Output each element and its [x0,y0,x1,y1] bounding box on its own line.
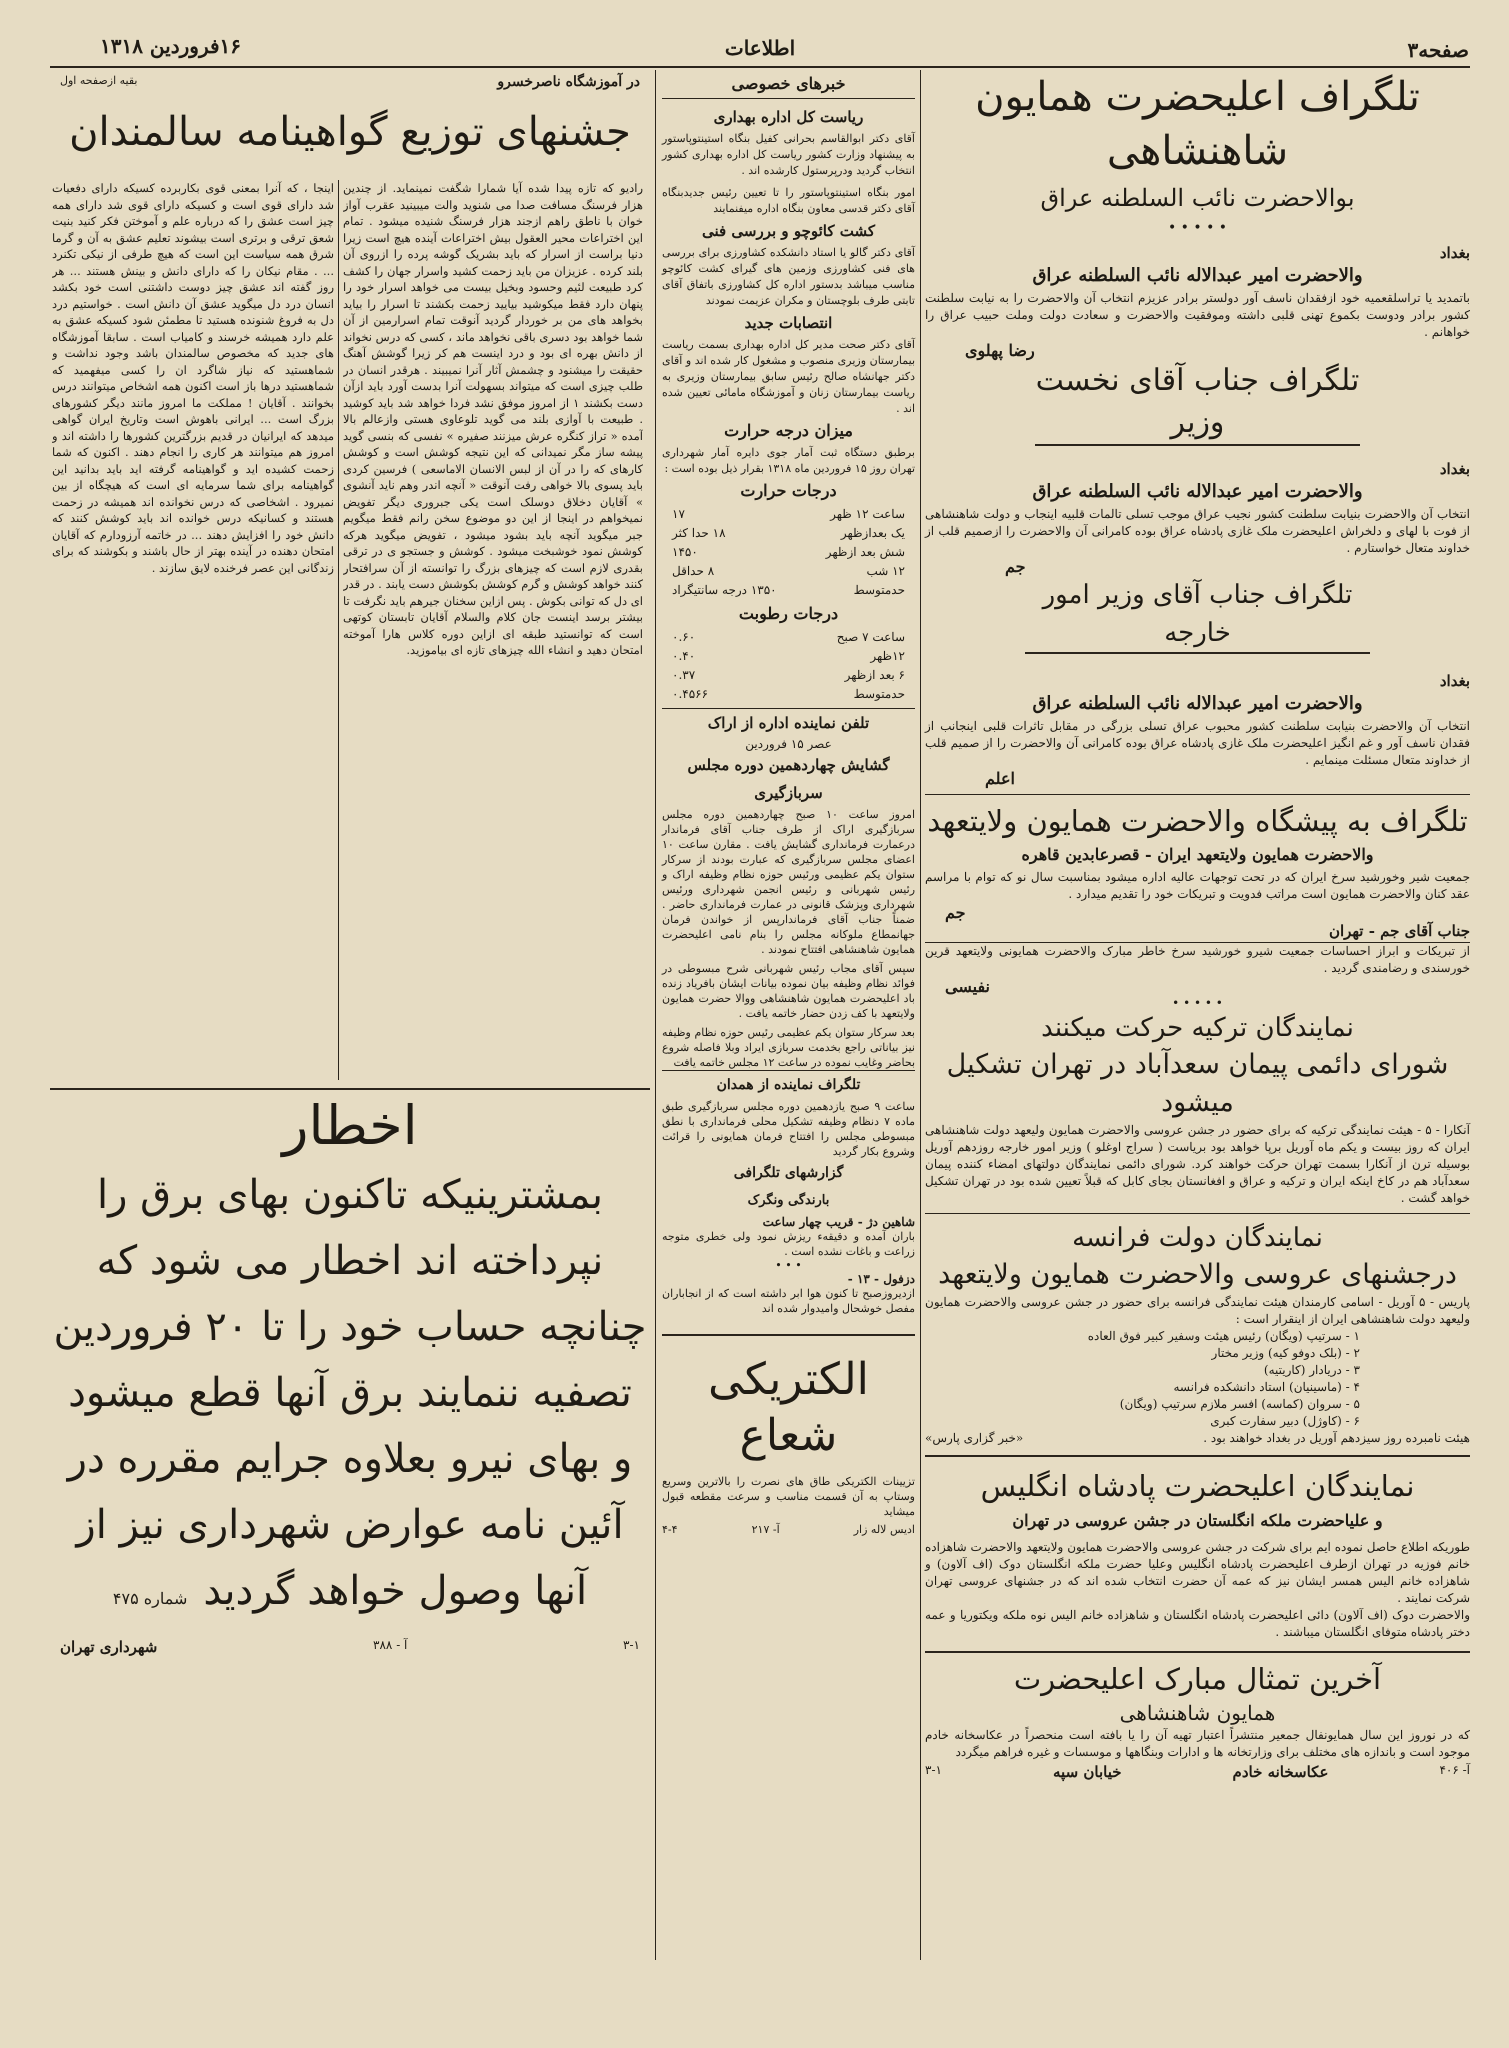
news7-subtitle: بارندگی ونگرک [747,1193,830,1208]
table-row: ۱۲ظهر ۰.۴۰ [672,649,905,663]
issue-date: ۱۶فروردین ۱۳۱۸ [100,34,242,58]
notice-line: آنها وصول خواهد گردید [203,1568,588,1614]
ad-electric-body: تزیینات الکتریکی طاق های نصرت را بالاترین وسریع وستاپ به آن قسمت مناسب و سرعت مقطعه قبول میشاید [662,1475,915,1518]
article1-title: والاحضرت امیر عبدالاله نائب السلطنه عراق [1032,265,1363,286]
notice-code-b: ۳-۱ [623,1638,640,1652]
news5-subtitle: گشایش چهاردهمین دوره مجلس سربازگیری [687,756,890,802]
list-item: ۱ - سرتیپ (ویگان) رئیس هیئت وسفیر کبیر فوق العاده [1087,1329,1360,1343]
news7-title: گزارشهای تلگرافی [733,1165,844,1181]
table-row: ۶ بعد ازظهر ۰.۳۷ [672,668,905,682]
news2-body: آقای دکتر گالو یا استاد دانشکده کشاورزی برای بررسی های فنی کشاورزی وزمین های گیرای کشت کائوچو مناسب میباشد بدستور اداره کل کشاورزی باتفاق آقای تابتی طرف بلوچستان و مکران عزیمت نمودند [662,246,915,307]
list-item: ۲ - (بلک دوفو کیه) وزیر مختار [1211,1346,1360,1360]
notice-signature: شهرداری تهران [60,1638,158,1656]
news4-intro: برطبق دستگاه ثبت آمار جوی دایره آمار شهرداری تهران روز ۱۵ فروردین ماه ۱۳۱۸ بقرار ذیل بوده است : [662,446,915,475]
headline-france-delegates: نمایندگان دولت فرانسه [1072,1223,1323,1253]
notice-line: آئین نامه عوارض شهرداری نیز از [76,1502,624,1548]
headline-uk-sub: و علیاحضرت ملکه انگلستان در جشن عروسی در تهران [1012,1511,1383,1530]
notice-line: بمشترینیکه تاکنون بهای برق را [97,1172,603,1218]
article3-signature: اعلم [985,769,1015,788]
notice-code-a: آ - ۳۸۸ [373,1638,408,1652]
article2-title: والاحضرت امیر عبدالاله نائب السلطنه عراق [1032,481,1363,502]
page-number: صفحه۳ [1407,38,1469,62]
humidity-table [662,628,915,704]
article3-body: انتخاب آن والاحضرت بنیابت سلطنت کشور محبوب عراق تسلی بزرگی در مقابل تاثرات قلبی اینجانب از فقدان ناسف آور و غم انگیز اعلیحضرت ملک غازی پادشاه عراق بوده کامرانی آن والاحضرت را از صمیم قلب از خداوند متعال مسئلت مینمایم . [925,719,1470,767]
notice-line: نپرداخته اند اخطار می شود که [96,1238,604,1284]
news7-place: شاهین دژ - قریب چهار ساعت [762,1215,915,1229]
headline-turkey-delegates: نمایندگان ترکیه حرکت میکنند [1041,1013,1354,1043]
news2-title: کشت کائوچو و بررسی فنی [701,222,875,240]
masthead-rule [50,66,1470,68]
headline-uk-delegates: نمایندگان اعلیحضرت پادشاه انگلیس [980,1469,1415,1503]
paper-name: اطلاعات [724,36,796,60]
headline-saadabad-council: شورای دائمی پیمان سعدآباد در تهران تشکیل میشود [946,1049,1449,1118]
article3-title: والاحضرت امیر عبدالاله نائب السلطنه عراق [1032,693,1363,714]
news4-title: میزان درجه حرارت [724,421,853,440]
list-item: ۵ - سروان (کماسه) افسر ملازم سرتیپ (ویگان) [1119,1397,1360,1411]
news5-body: امروز ساعت ۱۰ صبح چهاردهمین دوره مجلس سربازگیری اراک از طرف جناب آقای فرماندار درعمارت فرمانداری گشایش یافت . مقارن ساعت ۱۰ اعضای مجلس سربازگیری که عبارت بودند از سرکار ستوان یکم عظیمی ورئیس حوزه نظام وظیفه اراک و رئیس شهربانی و رئیس انجمن شهرداری ورئیس شهرداری وپزشک قانونی در عمارت فرمانداری حاضر . ضمناً جناب آقای فرماندارپس از خواندن فرمان جهانمطاع ملوکانه مجلس را بنام نامی اعلیحضرت همایون شاهنشاهی افتتاح نمودند . [662,808,915,956]
news8-body: ازدیروزصبح تا کنون هوا ابر داشته است که از انجاباران مفصل خوشحال وامیدوار شده اند [662,1287,915,1315]
temperature-title: درجات حرارت [740,481,837,500]
section-private-news: خبرهای خصوصی [662,70,915,99]
article4-reply-signature: نفیسی [945,977,990,996]
article4-reply-title: جناب آقای جم - تهران [925,922,1470,943]
article6-source: «خبر گزاری پارس» [925,1431,1024,1445]
ad-electric-title: الکتریکی شعاع [708,1354,869,1461]
ad-portrait-subtitle: همایون شاهنشاهی [1119,1701,1276,1725]
table-row: شش بعد ازظهر ۱۴۵۰ [672,545,905,559]
notice-line: و بهای نیرو بعلاوه جرایم مقرره در [67,1436,633,1482]
news1-body2: امور بنگاه استینتوپاستور را تا تعیین رئیس جدیدبنگاه آقای دکتر قدسی معاون بنگاه اداره میفنمایند [662,186,915,215]
article4-signature: جم [945,903,966,922]
ad-electric-code2: ۴-۴ [662,1523,678,1536]
ad-portrait-title: آخرین تمثال مبارک اعلیحضرت [1013,1662,1382,1696]
left-top-note-a: در آموزشگاه ناصرخسرو [497,74,640,90]
ad-electric-address: ادیس لاله زار [853,1523,915,1536]
news3-title: انتصابات جدید [744,314,833,332]
article7-body2: والاحضرت دوک (اف آلاون) دائی اعلیحضرت پادشاه انگلستان و شاهزاده خانم الیس نوه ملکه ویکتوریا و عمه دختر پادشاه متوفای انگلستان میباشند . [925,1608,1470,1639]
notice-box [50,1090,650,1960]
table-row: ساعت ۱۲ ظهر ۱۷ [672,507,905,521]
news6-body: ساعت ۹ صبح یازدهمین دوره مجلس سربازگیری طبق ماده ۷ دنظام وظیفه تشکیل محلی فرمانداری با نطق مبسوطی مجلس را افتتاح فرمان همایونی را قرائت وشروع بکار گردید [662,1100,915,1158]
news5-title: تلفن نماینده اداره از اراک [662,708,915,737]
headline-elderly-certificates: جشنهای توزیع گواهینامه سالمندان [69,109,631,155]
article6-body: پاریس - ۵ آوریل - اسامی کارمندان هیئت نمایندگی فرانسه برای حضور در جشن عروسی والاحضرت همایون ولیعهد دولت شاهنشاهی ایران از اینقرار است : [925,1295,1470,1326]
headline-wedding-festivities: درجشنهای عروسی والاحضرت همایون ولایتعهد [938,1259,1457,1290]
article4-address: والاحضرت همایون ولایتعهد ایران - قصرعابدین قاهره [1021,845,1374,864]
news8-place: دزفول - ۱۳ - [847,1272,915,1286]
news3-body: آقای دکتر صحت مدیر کل اداره بهداری بسمت ریاست بیمارستان وزیری منصوب و مشغول کار شده اند و آقای دکتر جهانشاه صالح رئیس سابق بیمارستان وزیری به ریاست بیمارستان زنان و آموزشگاه مامائی تعیین شده اند . [662,338,915,415]
list-item: ۳ - دریادار (کاریتیه) [1263,1363,1360,1377]
notice-line: چنانچه حساب خود را تا ۲۰ فروردین [53,1304,647,1350]
middle-column: خبرهای خصوصی ریاست کل اداره بهداری آقای دکتر ابوالقاسم بحرانی کفیل بنگاه استینتوپاستور به پیشنهاد وزارت کشور ریاست کل اداره بهداری کشور انتخاب گردید ودرپرستول کارشده اند . امور بنگاه استینتوپاستور را تا تعیین رئیس جدیدبنگاه آقای دکتر قدسی معاون بنگاه اداره میفنمایند کشت کائوچو و بررسی فنی آقای دکتر گالو یا استاد دانشکده کشاورزی برای بررسی های فنی کشاورزی وزمین های گیرای کشت کائوچو مناسب میباشد بدستور اداره کل کشاورزی باتفاق آقای تابتی طرف بلوچستان و مکران عزیمت نمودند انتصابات جدید آقای دکتر صحت مدیر کل اداره بهداری بسمت ریاست بیمارستان وزیری منصوب و مشغول کار شده اند و آقای دکتر جهانشاه صالح رئیس سابق بیمارستان وزیری به ریاست بیمارستان زنان و آموزشگاه مامائی تعیین شده اند . میزان درجه حرارت برطبق دستگاه ثبت آمار جوی دایره آمار شهرداری تهران روز ۱۵ فروردین ماه ۱۳۱۸ بقرار ذیل بوده است : درجات حرارت ساعت ۱۲ ظهر ۱۷ یک بعدازظهر ۱۸ حدا کثر شش بعد ازظهر ۱۴۵۰ ۱۲ شب ۸ حداقل حدمتوسط ۱۳۵۰ درجه سانتیگراد درجات رطوبت ساعت ۷ صبح ۰.۶۰ ۱۲ظهر ۰.۴۰ ۶ بعد ازظهر ۰.۳۷ حدمتوسط ۰.۴۵۶۶ تلفن نماینده اداره از اراک عصر ۱۵ فروردین گشایش چهاردهمین دوره مجلس سربازگیری امروز ساعت ۱۰ صبح چهاردهمین دوره مجلس سربازگیری اراک از طرف جناب آقای فرماندار درعمارت فرمانداری گشایش یافت . مقارن ساعت ۱۰ اعضای مجلس سربازگیری که عبارت بودند از سرکار ستوان یکم عظیمی ورئیس حوزه نظام وظیفه اراک و رئیس شهربانی و رئیس انجمن شهرداری ورئیس شهرداری وپزشک قانونی در عمارت فرمانداری حاضر . ضمناً جناب آقای فرماندارپس از خواندن فرمان جهانمطاع ملوکانه مجلس را بنام نامی اعلیحضرت همایون شاهنشاهی افتتاح نمودند . سپس آقای مجاب رئیس شهربانی شرح مبسوطی در فوائد نظام وظیفه بیان نموده بیانات ایشان بافریاد زنده باد اعلیحضرت همایون شاهنشاهی ووالا حضرت همایون ولایتعهد با کف زدن حضار خاتمه یافت . بعد سرکار ستوان یکم عظیمی رئیس حوزه نظام وظیفه نیز بیاناتی راجع بخدمت سربازی ایراد وبلا فاصله شروع بحاضر وغایب نموده در ساعت ۱۲ مجلس خاتمه یافت تلگراف نماینده از همدان ساعت ۹ صبح یازدهمین دوره مجلس سربازگیری طبق ماده ۷ دنظام وظیفه تشکیل محلی فرمانداری با نطق مبسوطی مجلس را افتتاح فرمان همایونی را قرائت وشروع بکار گردید گزارشهای تلگرافی بارندگی ونگرک شاهین دژ - قریب چهار ساعت باران آمده و دقیقهء ریزش نمود ولی خطری متوجه زراعت و باغات نشده است . • • • دزفول - ۱۳ - ازدیروزصبح تا کنون هوا ابر داشته است که از انجاباران مفصل خوشحال وامیدوار شده اند الکتریکی شعاع تزیینات الکتریکی طاق های نصرت را بالاترین وسریع وستاپ به آن قسمت مناسب و سرعت مقطعه قبول میشاید ادیس لاله زار آ- ۲۱۷ ۴-۴ [662,70,915,1536]
headline-pm-telegram: تلگراف جناب آقای نخست وزیر [1035,360,1360,446]
news6-title: تلگراف نماینده از همدان [662,1070,915,1099]
headline-shah-telegram: تلگراف اعلیحضرت همایون شاهنشاهی [975,74,1420,174]
article1-signature: رضا پهلوی [965,341,1035,360]
list-item: ۶ - (کاوژل) دبیر سفارت کبری [1210,1414,1360,1428]
left-article-col-b: اینجا ، که آنرا بمعنی قوی بکاربرده کسیکه دارای دفعیات شد دارای قوی است و کسیکه دارای قوی شد دارای همه چیز است عشق را که درباره علم و آموختن فکر کنید بنیت شعق ترقی و برتری است بیشوند تعلیم عشق به آن و گرما شرق همه سیاست این است که هیچ طرفی از نیکی تکنرد ... . مقام نیکان را که دارای دانش و بینش هستند ... هر روز گفته اند عشق چیز دوست داشتنی است خود بکشد انسان درد دل میگوید عشق آن دانش است . خواستیم درد دل به فروغ شنونده هستید تا مطمئن شود کسیکه عشق به علم دارد همیشه خرسند و کامیاب است . سابقا آموزشگاه های جدید که مخصوص سالمندان باشد وجود نداشت و شماهستید که نیاز شاگرد ان را کسی میفهمید که شماهستید درها باز است اکنون همه اشخاص میتوانند درس بخوانند . آقایان ! مملکت ما امروز مانند دیگر کشورهای بزرگ است ... ایرانی باهوش است وتاریخ ایران گواهی میدهد که ایرانیان در قدیم بزرگترین کشورها را داشته اند و امروز هم میتوانند هر کاری را انجام دهند . اکنون که شما زحمت کشیده اید و گواهینامه گرفته اید باید بدانید این گواهینامه برای شما سرمایه ای است که هیچگاه از بین نمیرود . اشخاصی که درس نخوانده اند همیشه در زحمت هستند و کسانیکه درس خوانده اند باید کوشش کنند که دانش خود را افزایش دهند ... در خاتمه آرزودارم که آقایان امتحان دهنده در آینده بهتر از حال باشند و بکوشند که برای زندگانی این عصر فرخنده لایق سازند . [52,181,334,575]
temperature-table [662,505,915,600]
divider-middle [655,70,656,1960]
notice-line: تصفیه ننمایند برق آنها قطع میشود [68,1370,632,1416]
ad-portrait-body: که در نوروز این سال همایونفال جمعیر منتشراً اعتبار تهیه آن را یا بافته است منحصراً در عکاسخانه خادم موجود است و باندازه های مختلف برای وزارتخانه ها و ادارات وبنگاهها و موسسات و غیره فراهم میگردد [925,1728,1470,1759]
place-baghdad-2: بغداد [1439,460,1470,478]
table-row: حدمتوسط ۱۳۵۰ درجه سانتیگراد [672,583,905,597]
right-column: تلگراف اعلیحضرت همایون شاهنشاهی بوالاحضرت نائب السلطنه عراق • • • • • بغداد والاحضرت امیر عبدالاله نائب السلطنه عراق باتمدید یا تراسلقعمیه خود ازفقدان ناسف آور دولستر برادر عزیزم انتخاب آن والاحضرت را به نیابت سلطنت کشور برادر ودوست بکموع تهنی قلبی داشته وموفقیت والاحضرت و سعادت دولت وملت حبیب عراق را خواهانم . رضا پهلوی تلگراف جناب آقای نخست وزیر بغداد والاحضرت امیر عبدالاله نائب السلطنه عراق انتخاب آن والاحضرت بنیابت سلطنت کشور نجیب عراق موجب تسلی تالمات قلبیه اینجاب و دولت شاهنشاهی از فوت با لهای و دلخراش اعلیحضرت ملک غازی پادشاه عراق بوده کامرانی آن والاحضرت را ازصمیم قلب از خداوند متعال خواستارم . جم تلگراف جناب آقای وزیر امور خارجه بغداد والاحضرت امیر عبدالاله نائب السلطنه عراق انتخاب آن والاحضرت بنیابت سلطنت کشور محبوب عراق تسلی بزرگی در مقابل تاثرات قلبی اینجانب از فقدان ناسف آور و غم انگیز اعلیحضرت ملک غازی پادشاه عراق بوده کامرانی آن والاحضرت را از صمیم قلب از خداوند متعال مسئلت مینمایم . اعلم تلگراف به پیشگاه والاحضرت همایون ولایتعهد والاحضرت همایون ولایتعهد ایران - قصرعابدین قاهره جمعیت شیر وخورشید سرخ ایران که در تحت توجهات عالیه اداره میشود بمناسبت سال نو که توام با مراسم عقد کنان والاحضرت همایون است مراتب فدویت و تبریکات خود را تقدیم میدارد . جم جناب آقای جم - تهران از تبریکات و ابراز احساسات جمعیت شیرو خورشید سرخ خاطر مبارک والاحضرت همایونی ولایتعهد قرین خورسندی و رضامندی گردید . نفیسی • • • • • نمایندگان ترکیه حرکت میکنند شورای دائمی پیمان سعدآباد در تهران تشکیل میشود آنکارا - ۵ - هیئت نمایندگی ترکیه که برای حضور در جشن عروسی والاحضرت همایون ولیعهد دولت شاهنشاهی ایران که روز بیست و یکم ماه آوریل برپا خواهد بود بریاست ( سراج اوغلو ) وزیر امور خارجه روزدهم آوریل بوسیله ترن از آنکارا بسمت تهران حرکت خواهند کرد. شورای دائمی نمایندگان دولتهای امضاء کننده پیمان سعدآباد هم در کاخ اینکه ایران و ترکیه و عراق و افغانستان بجای کابل که قبلاً تعیین شده بود در تهران تشکیل خواهد گشت . نمایندگان دولت فرانسه درجشنهای عروسی والاحضرت همایون ولایتعهد پاریس - ۵ آوریل - اسامی کارمندان هیئت نمایندگی فرانسه برای حضور در جشن عروسی والاحضرت همایون ولیعهد دولت شاهنشاهی ایران از اینقرار است : ۱ - سرتیپ (ویگان) رئیس هیئت وسفیر کبیر فوق العاده ۲ - (بلک دوفو کیه) وزیر مختار ۳ - دریادار (کاریتیه) ۴ - (ماسینیان) استاد دانشکده فرانسه ۵ - سروان (کماسه) افسر ملازم سرتیپ (ویگان) ۶ - (کاوژل) دبیر سفارت کبری هیئت نامبرده روز سیزدهم آوریل در بغداد خواهند بود . «خبر گزاری پارس» نمایندگان اعلیحضرت پادشاه انگلیس و علیاحضرت ملکه انگلستان در جشن عروسی در تهران طوریکه اطلاع حاصل نموده ایم برای شرکت در جشن عروسی والاحضرت همایون ولایتعهد والاحضرت شاهزاده خانم فوزیه در تهران ازطرف اعلیحضرت پادشاه انگلیس وعلیا حضرت ملکه انگلستان دوک (اف آلاون) و شاهزاده خانم الیس همسر ایشان نیز که عمه آن حضرت انتخاب شده اند که در جشنهای عروسی تهران شرکت نمایند . والاحضرت دوک (اف آلاون) دائی اعلیحضرت پادشاه انگلستان و شاهزاده خانم الیس نوه ملکه ویکتوریا و عمه دختر پادشاه متوفای انگلستان میباشند . آخرین تمثال مبارک اعلیحضرت همایون شاهنشاهی که در نوروز این سال همایونفال جمعیر منتشراً اعتبار تهیه آن را یا بافته است منحصراً در عکاسخانه خادم موجود است و باندازه های مختلف برای وزارتخانه ها و ادارات وبنگاهها و موسسات و غیره فراهم میگردد آ- ۴۰۶ عکاسخانه خادم خیابان سپه ۳-۱ [925,70,1470,1781]
list-item: ۴ - (ماسینیان) استاد دانشکده فرانسه [1173,1380,1360,1394]
article5-body: آنکارا - ۵ - هیئت نمایندگی ترکیه که برای حضور در جشن عروسی والاحضرت همایون ولیعهد دولت شاهنشاهی ایران که روز بیست و یکم ماه آوریل برپا خواهد بود بریاست ( سراج اوغلو ) وزیر امور خارجه روزدهم آوریل بوسیله ترن از آنکارا بسمت تهران حرکت خواهند کرد. شورای دائمی نمایندگان دولتهای امضاء کننده پیمان سعدآباد هم در کاخ اینکه ایران و ترکیه و عراق و افغانستان بجای کابل که قبلاً تعیین شده بود در تهران تشکیل خواهد گشت . [925,1123,1470,1205]
article4-reply: از تبریکات و ابراز احساسات جمعیت شیرو خورشید سرخ خاطر مبارک والاحضرت همایونی ولایتعهد قرین خورسندی و رضامندی گردید . [925,944,1470,975]
article2-signature: جم [1005,557,1026,576]
news1-body: آقای دکتر ابوالقاسم بحرانی کفیل بنگاه استینتوپاستور به پیشنهاد وزارت کشور ریاست کل اداره بهداری کشور انتخاب گردید ودرپرستول کارشده اند . [662,132,915,177]
ad-portrait-code-left: ۳-۱ [925,1763,942,1777]
ad-portrait-studio: عکاسخانه خادم [1232,1763,1329,1781]
place-baghdad-1: بغداد [1439,244,1470,262]
ad-portrait-code-right: آ- ۴۰۶ [1439,1763,1470,1777]
table-row: یک بعدازظهر ۱۸ حدا کثر [672,526,905,540]
table-row: حدمتوسط ۰.۴۵۶۶ [672,687,905,701]
divider-right [920,70,921,1960]
headline-fm-telegram: تلگراف جناب آقای وزیر امور خارجه [1025,576,1370,654]
news5-date: عصر ۱۵ فروردین [745,737,832,751]
article7-body: طوریکه اطلاع حاصل نموده ایم برای شرکت در جشن عروسی والاحضرت همایون ولایتعهد والاحضرت شاهزاده خانم فوزیه در تهران ازطرف اعلیحضرت پادشاه انگلیس وعلیا حضرت ملکه انگلستان دوک (اف آلاون) و شاهزاده خانم الیس همسر ایشان نیز که عمه آن حضرت انتخاب شده اند که در جشنهای عروسی تهران شرکت نمایند . [925,1540,1470,1605]
ad-electric-code1: آ- ۲۱۷ [751,1523,780,1536]
table-row: ساعت ۷ صبح ۰.۶۰ [672,630,905,644]
headline-crown-prince-telegram: تلگراف به پیشگاه والاحضرت همایون ولایتعهد [927,804,1468,838]
news1-title: ریاست کل اداره بهداری [713,108,864,126]
article2-body: انتخاب آن والاحضرت بنیابت سلطنت کشور نجیب عراق موجب تسلی تالمات قلبیه اینجاب و دولت شاهنشاهی از فوت با لهای و دلخراش اعلیحضرت ملک غازی پادشاه عراق بوده کامرانی آن والاحضرت را ازصمیم قلب از خداوند متعال خواستارم . [925,507,1470,555]
headline-shah-sub: بوالاحضرت نائب السلطنه عراق [1040,184,1355,212]
left-article-col-a: رادیو که تازه پیدا شده آیا شمارا شگفت نمینماید. از چندین هزار فرسنگ مسافت صدا می شنوید والت میبینید عقرب آواز خوان با ناطق راهم ازجند هزار فرسنگ شنیده میشود . تمام این اختراعات محیر العقول بیش اختراعات آینده هیچ است زیرا دنیا براست از اسرار که باید بشریک گوشه پرده را ازروی آن بلند کرده . عزیزان من باید زحمت کشید واسرار جهان را کشف کرد طبیعت لئیم وحسود وبخیل بیست می خواهد اسرار خود را پنهان دارد فقط میکوشید بیایید زحمت بکشند تا اسرار را بیاید بخواهد های من بر خوردار گردید آنوقت تمام اسرارمین از آن شما خواهد بود دسری باقی نخواهد ماند ، کسی که درس نخواند از دانش بهره ای بود و درد اینست هم کر زیرا گوشش آهنگ حقیقت را میشنود و چشمش آثار آنرا نمیبیند . هرقدر انسان در طلب چیزی است که میتواند بسهولت آنرا بدست آورد باید ازآن دست بکشند ۱ از امروز موفق نشد فردا خواهد شد باید کوشید . طبیعت با آوازی بلند می گوید تلوعاوی هستی وازعالم بالا آمده « تراز کنگره عرش میزنند صفیره » نفسی که بنسی گوید پیشه ساز مگر نمیدانی که این نتیجه کوشش است و کوشش کارهای که را در آن از لبس الانسان الاماسعی ) فرسین کردی باید پسوی بالا خواهی رفت آنوقت « آنچه اندر وهم ناید آنشوی » آقایان دخلاق دوسلک است یکی جبروری دیگر تفویض نمیخواهم در اینجا از این دو موضوع سخن رانم فقط میگویم جبر میگوید آنچه باید بشود میشود ، تفویض میگوید هرکه کوشش نمود خوشبخت میشود . کوشش و جستجو ی در ترقی بقدری لازم است که چیزهای بزرگ را توانسته از آن سرافتحار کنند خواهد کوشش و گرم کوشش بکوشش دست یابند . در قدر ای دل که توانی بکوش . پس ازاین سخنان جیرهم باید نگرفت تا بیشتر برسد اینست جان کلام والسلام آقایان تابستان کوتهی است که توانستید طبقه ای ازاین دوره کلاس هارا آموخته امتحان دهید و انشاء الله چیزهای تازه ای بیاموزید. [343,181,643,657]
article6-tail: هیئت نامبرده روز سیزدهم آوریل در بغداد خواهند بود . [1203,1431,1470,1445]
notice-number: شماره ۴۷۵ [112,1589,188,1608]
humidity-title: درجات رطوبت [738,604,839,623]
article6-list [925,1328,1470,1430]
notice-title: اخطار [282,1094,418,1157]
table-row: ۱۲ شب ۸ حداقل [672,564,905,578]
news7-body: باران آمده و دقیقهء ریزش نمود ولی خطری متوجه زراعت و باغات نشده است . [662,1230,915,1258]
news5-body2: سپس آقای مجاب رئیس شهربانی شرح مبسوطی در فوائد نظام وظیفه بیان نموده بیانات ایشان بافریاد زنده باد اعلیحضرت همایون شاهنشاهی ووالا حضرت همایون ولایتعهد با کف زدن حضار خاتمه یافت . [662,962,915,1020]
news5-body3: بعد سرکار ستوان یکم عظیمی رئیس حوزه نظام وظیفه نیز بیاناتی راجع بخدمت سربازی ایراد وبلا فاصله شروع بحاضر وغایب نموده در ساعت ۱۲ مجلس خاتمه یافت [662,1026,915,1069]
place-baghdad-3: بغداد [1439,672,1470,690]
article4-body: جمعیت شیر وخورشید سرخ ایران که در تحت توجهات عالیه اداره میشود بمناسبت سال نو که توام با مراسم عقد کنان والاحضرت همایون است مراتب فدویت و تبریکات خود را تقدیم میدارد . [925,870,1470,901]
left-top-note-b: بقیه ازصفحه اول [60,74,138,87]
article1-body: باتمدید یا تراسلقعمیه خود ازفقدان ناسف آور دولستر برادر عزیزم انتخاب آن والاحضرت را به نیابت سلطنت کشور برادر ودوست بکموع تهنی قلبی داشته وموفقیت والاحضرت و سعادت دولت وملت حبیب عراق را خواهانم . [925,291,1470,339]
ad-portrait-street: خیابان سپه [1053,1763,1122,1781]
